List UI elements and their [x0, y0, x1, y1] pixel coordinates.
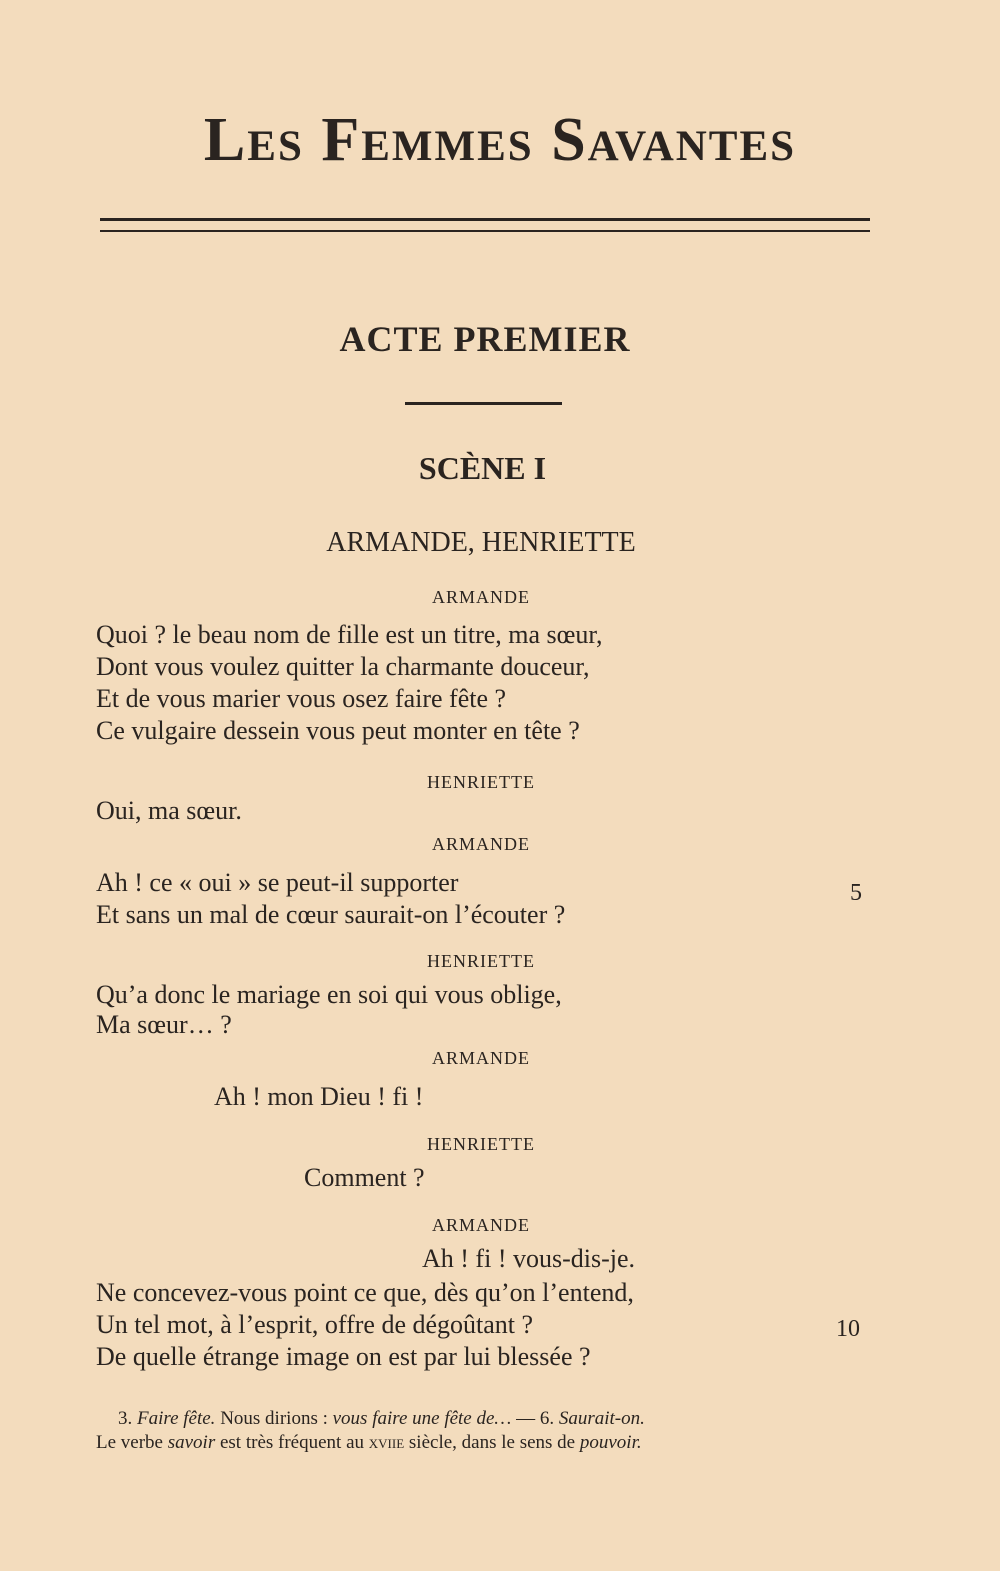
footnote-term: Faire fête. — [137, 1408, 216, 1429]
verse-line: Comment ? — [304, 1163, 425, 1192]
verse-line: Oui, ma sœur. — [96, 796, 242, 825]
speaker-henriette: HENRIETTE — [427, 772, 535, 792]
verse-line: Ma sœur… ? — [96, 1010, 232, 1039]
speaker-armande: ARMANDE — [431, 587, 530, 607]
footnote-text: est très fréquent au — [219, 1432, 365, 1453]
verse-line: Qu’a donc le mariage en soi qui vous oblige, — [96, 980, 562, 1009]
footnote-century: xviie — [368, 1432, 405, 1453]
speaker-armande: ARMANDE — [431, 834, 530, 854]
footnote-text: Le verbe — [96, 1432, 163, 1453]
footnote-verb: pouvoir. — [579, 1432, 642, 1453]
footnote-term: Saurait-on. — [558, 1408, 645, 1429]
footnote-quote: vous faire une fête de… — [332, 1408, 512, 1429]
verse-line: Un tel mot, à l’esprit, offre de dégoûtant ? — [96, 1310, 534, 1339]
footnote-line-2 — [96, 1432, 642, 1454]
speaker-henriette: HENRIETTE — [427, 1134, 535, 1154]
footnote-number: 6. — [539, 1408, 555, 1429]
verse-line: Quoi ? le beau nom de fille est un titre, ma sœur, — [96, 620, 603, 649]
footnote-number: 3. — [118, 1408, 133, 1429]
verse-line: Ah ! ce « oui » se peut-il supporter — [96, 868, 459, 897]
footnote-text: Nous dirions : — [220, 1408, 328, 1429]
play-title: Les Femmes Savantes — [203, 106, 797, 174]
footnote-text: siècle, dans le sens de — [408, 1432, 576, 1453]
verse-line: Et de vous marier vous osez faire fête ? — [96, 684, 507, 713]
speaker-henriette: HENRIETTE — [427, 951, 535, 971]
line-number: 10 — [836, 1316, 860, 1342]
verse-line: Ah ! fi ! vous-dis-je. — [422, 1244, 636, 1273]
act-heading: ACTE PREMIER — [339, 319, 631, 359]
verse-line: Ah ! mon Dieu ! fi ! — [214, 1082, 424, 1111]
footnote-verb: savoir — [167, 1432, 216, 1453]
act-rule — [405, 402, 562, 405]
scene-heading: SCÈNE I — [418, 450, 547, 486]
scene-characters: ARMANDE, HENRIETTE — [326, 527, 636, 558]
footnote-line-1 — [118, 1408, 645, 1430]
verse-line: Et sans un mal de cœur saurait-on l’écouter ? — [96, 900, 566, 929]
verse-line: Ne concevez-vous point ce que, dès qu’on l’entend, — [96, 1278, 634, 1307]
verse-line: Ce vulgaire dessein vous peut monter en tête ? — [96, 716, 580, 745]
verse-line: De quelle étrange image on est par lui blessée ? — [96, 1342, 591, 1371]
speaker-armande: ARMANDE — [431, 1048, 530, 1068]
title-rule-top — [100, 218, 870, 221]
footnote-dash: — — [516, 1408, 536, 1429]
speaker-armande: ARMANDE — [431, 1215, 530, 1235]
title-rule-bottom — [100, 230, 870, 232]
verse-line: Dont vous voulez quitter la charmante douceur, — [96, 652, 590, 681]
line-number: 5 — [850, 880, 862, 906]
